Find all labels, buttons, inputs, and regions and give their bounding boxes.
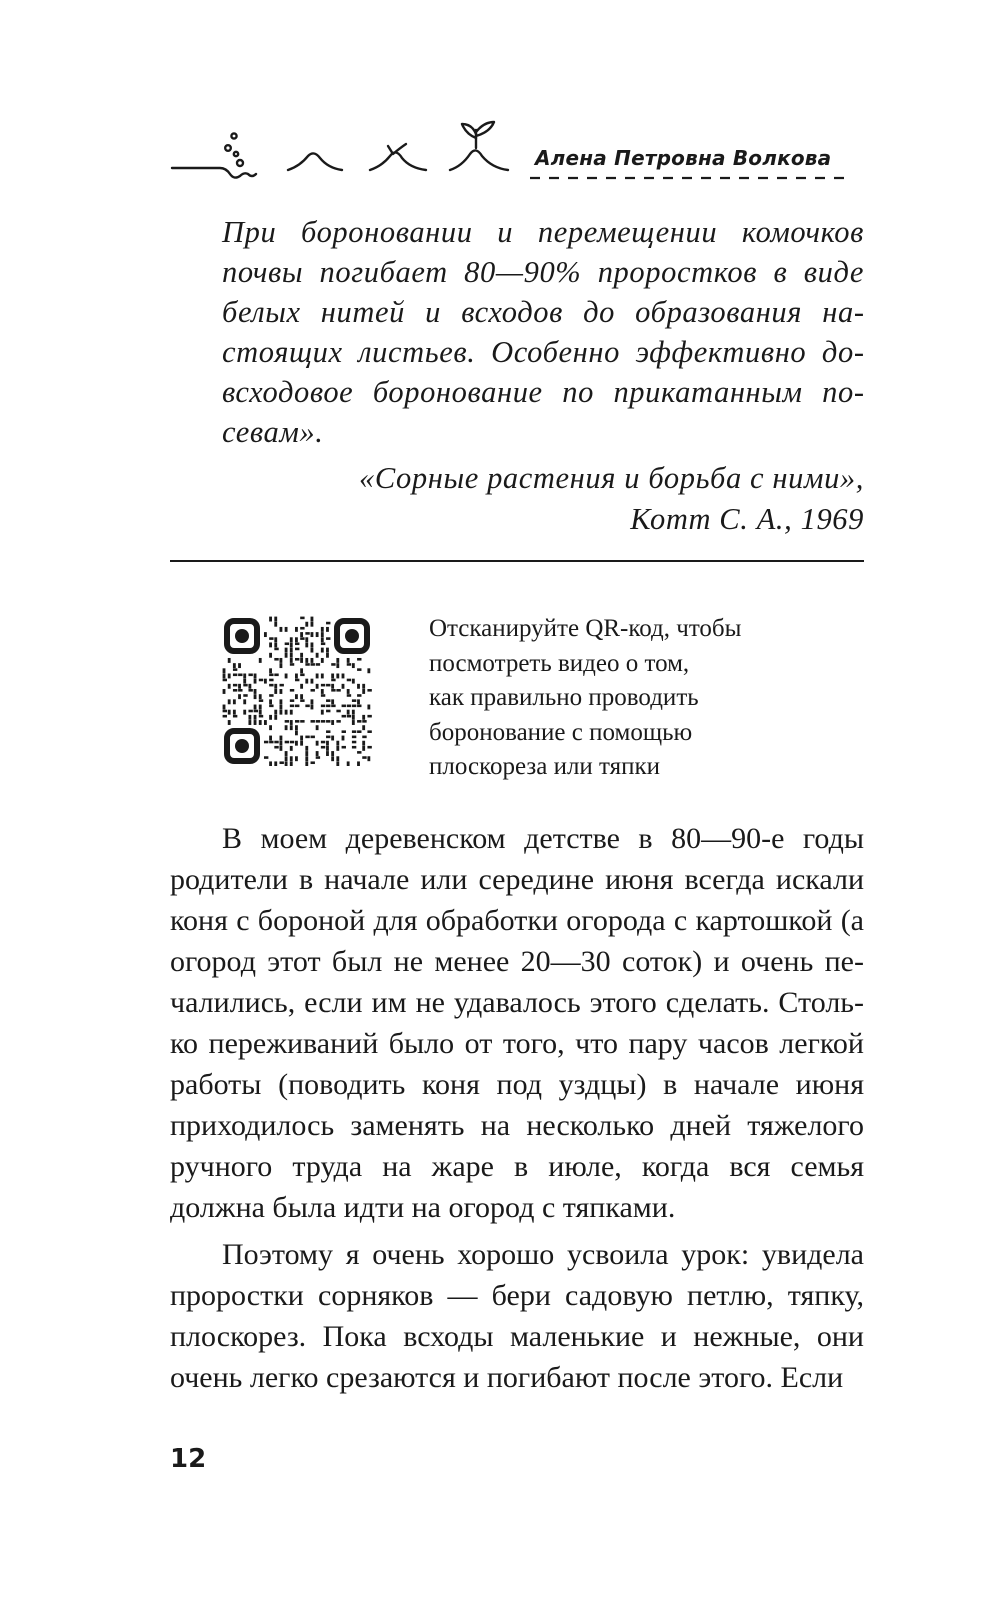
author-name: Алена Петровна Волкова [535, 146, 832, 170]
qr-caption [429, 612, 869, 785]
epigraph-quote: При бороновании и перемещении комочков почвы погибает 80—90% проростков в виде белых нитей и всходов до образования настоящих листьев. Особенно эффективно довсходовое боронование по прикатанным посевам». [222, 215, 864, 449]
running-header [170, 108, 870, 188]
page-number: 12 [170, 1444, 207, 1474]
qr-caption-line: посмотреть видео о том, [429, 649, 690, 677]
qr-caption-line: как правильно проводить [429, 684, 699, 711]
epigraph-source-author: Котт С. А., 1969 [630, 502, 864, 536]
body-text [170, 818, 864, 1404]
qr-caption-line: плоскореза или тяпки [429, 753, 661, 780]
body-paragraph: Поэтому я очень хорошо усвоила урок: увидела проростки сорняков — бери садовую петлю, тяпку, плоскорез. Пока всходы маленькие и нежные, они очень легко срезаются и погибают после этого. Если [170, 1238, 864, 1394]
epigraph-source-title: «Сорные растения и борьба с ними», [359, 461, 864, 495]
qr-caption-line: Отсканируйте QR-код, чтобы [429, 615, 742, 642]
section-divider [170, 560, 864, 562]
qr-code[interactable] [222, 616, 372, 766]
qr-caption-line: боронование с помощью [429, 718, 693, 746]
epigraph-source [222, 458, 864, 540]
header-dashed-rule [530, 176, 850, 180]
sprouting-seeds-ornament-icon [170, 108, 530, 188]
body-paragraph: В моем деревенском детстве в 80—90-е годы родители в начале или середине июня всегда искали коня с бороной для обработки огорода с картошкой (а огород этот был не менее 20—30 соток) и очень печалились, если им не удавалось этого сделать. Столько переживаний было от того, что пару часов легкой работы (поводить коня под уздцы) в начале июня приходилось заменять на несколько дней тяжелого ручного труда на жаре в июле, когда вся семья должна была идти на огород с тяпками. [170, 822, 864, 1224]
